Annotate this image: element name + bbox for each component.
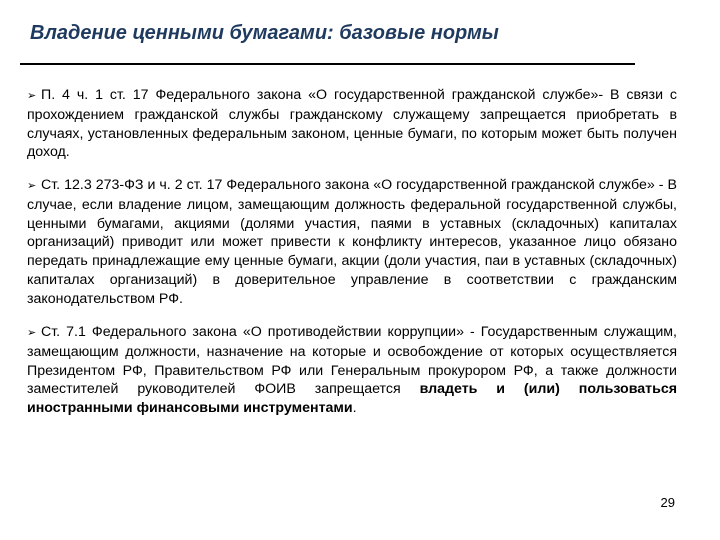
paragraph-1-text: П. 4 ч. 1 ст. 17 Федерального закона «О государственной гражданской службе»- В связи с прохождением гражданской службы гражданскому служащему запрещается приобретать в случаях, установленных федеральным законом, ценные бумаги, по которым может быть получен доход. xyxy=(27,87,677,161)
paragraph-1 xyxy=(27,86,677,162)
paragraph-2 xyxy=(27,176,677,309)
paragraph-3-tail: . xyxy=(352,400,357,417)
page-number: 29 xyxy=(660,495,675,510)
paragraph-3-text: Ст. 7.1 Федерального закона «О противодействии коррупции» - Государственным служащим, замещающим должности, назначение на которые и освобождение от которых осуществляется Президентом РФ, Правительством РФ или Генеральным прокурором РФ, а также должности заместителей руководителей ФОИВ запрещается xyxy=(27,324,677,398)
title-underline xyxy=(20,63,635,65)
paragraph-3 xyxy=(27,323,677,418)
paragraph-3-bold-text: владеть и (или) пользоваться иностранными финансовыми инструментами xyxy=(27,381,677,417)
slide-title: Владение ценными бумагами: базовые нормы xyxy=(30,22,499,44)
arrow-bullet-icon: ➢ xyxy=(27,327,37,339)
arrow-bullet-icon: ➢ xyxy=(27,90,37,102)
paragraph-2-text: Ст. 12.3 273-ФЗ и ч. 2 ст. 17 Федерального закона «О государственной гражданской службе» - В случае, если владение лицом, замещающим должность федеральной государственной службы, ценными бумагами, акциями (долями участия, паями в уставных (складочных) капиталах организаций) приводит или может привести к конфликту интересов, указанное лицо обязано передать принадлежащие ему ценные бумаги, акции (доли участия, паи в уставных (складочных) капиталах организаций) в доверительное управление в соответствии с гражданским законодательством РФ. xyxy=(27,177,677,307)
arrow-bullet-icon: ➢ xyxy=(27,180,37,192)
